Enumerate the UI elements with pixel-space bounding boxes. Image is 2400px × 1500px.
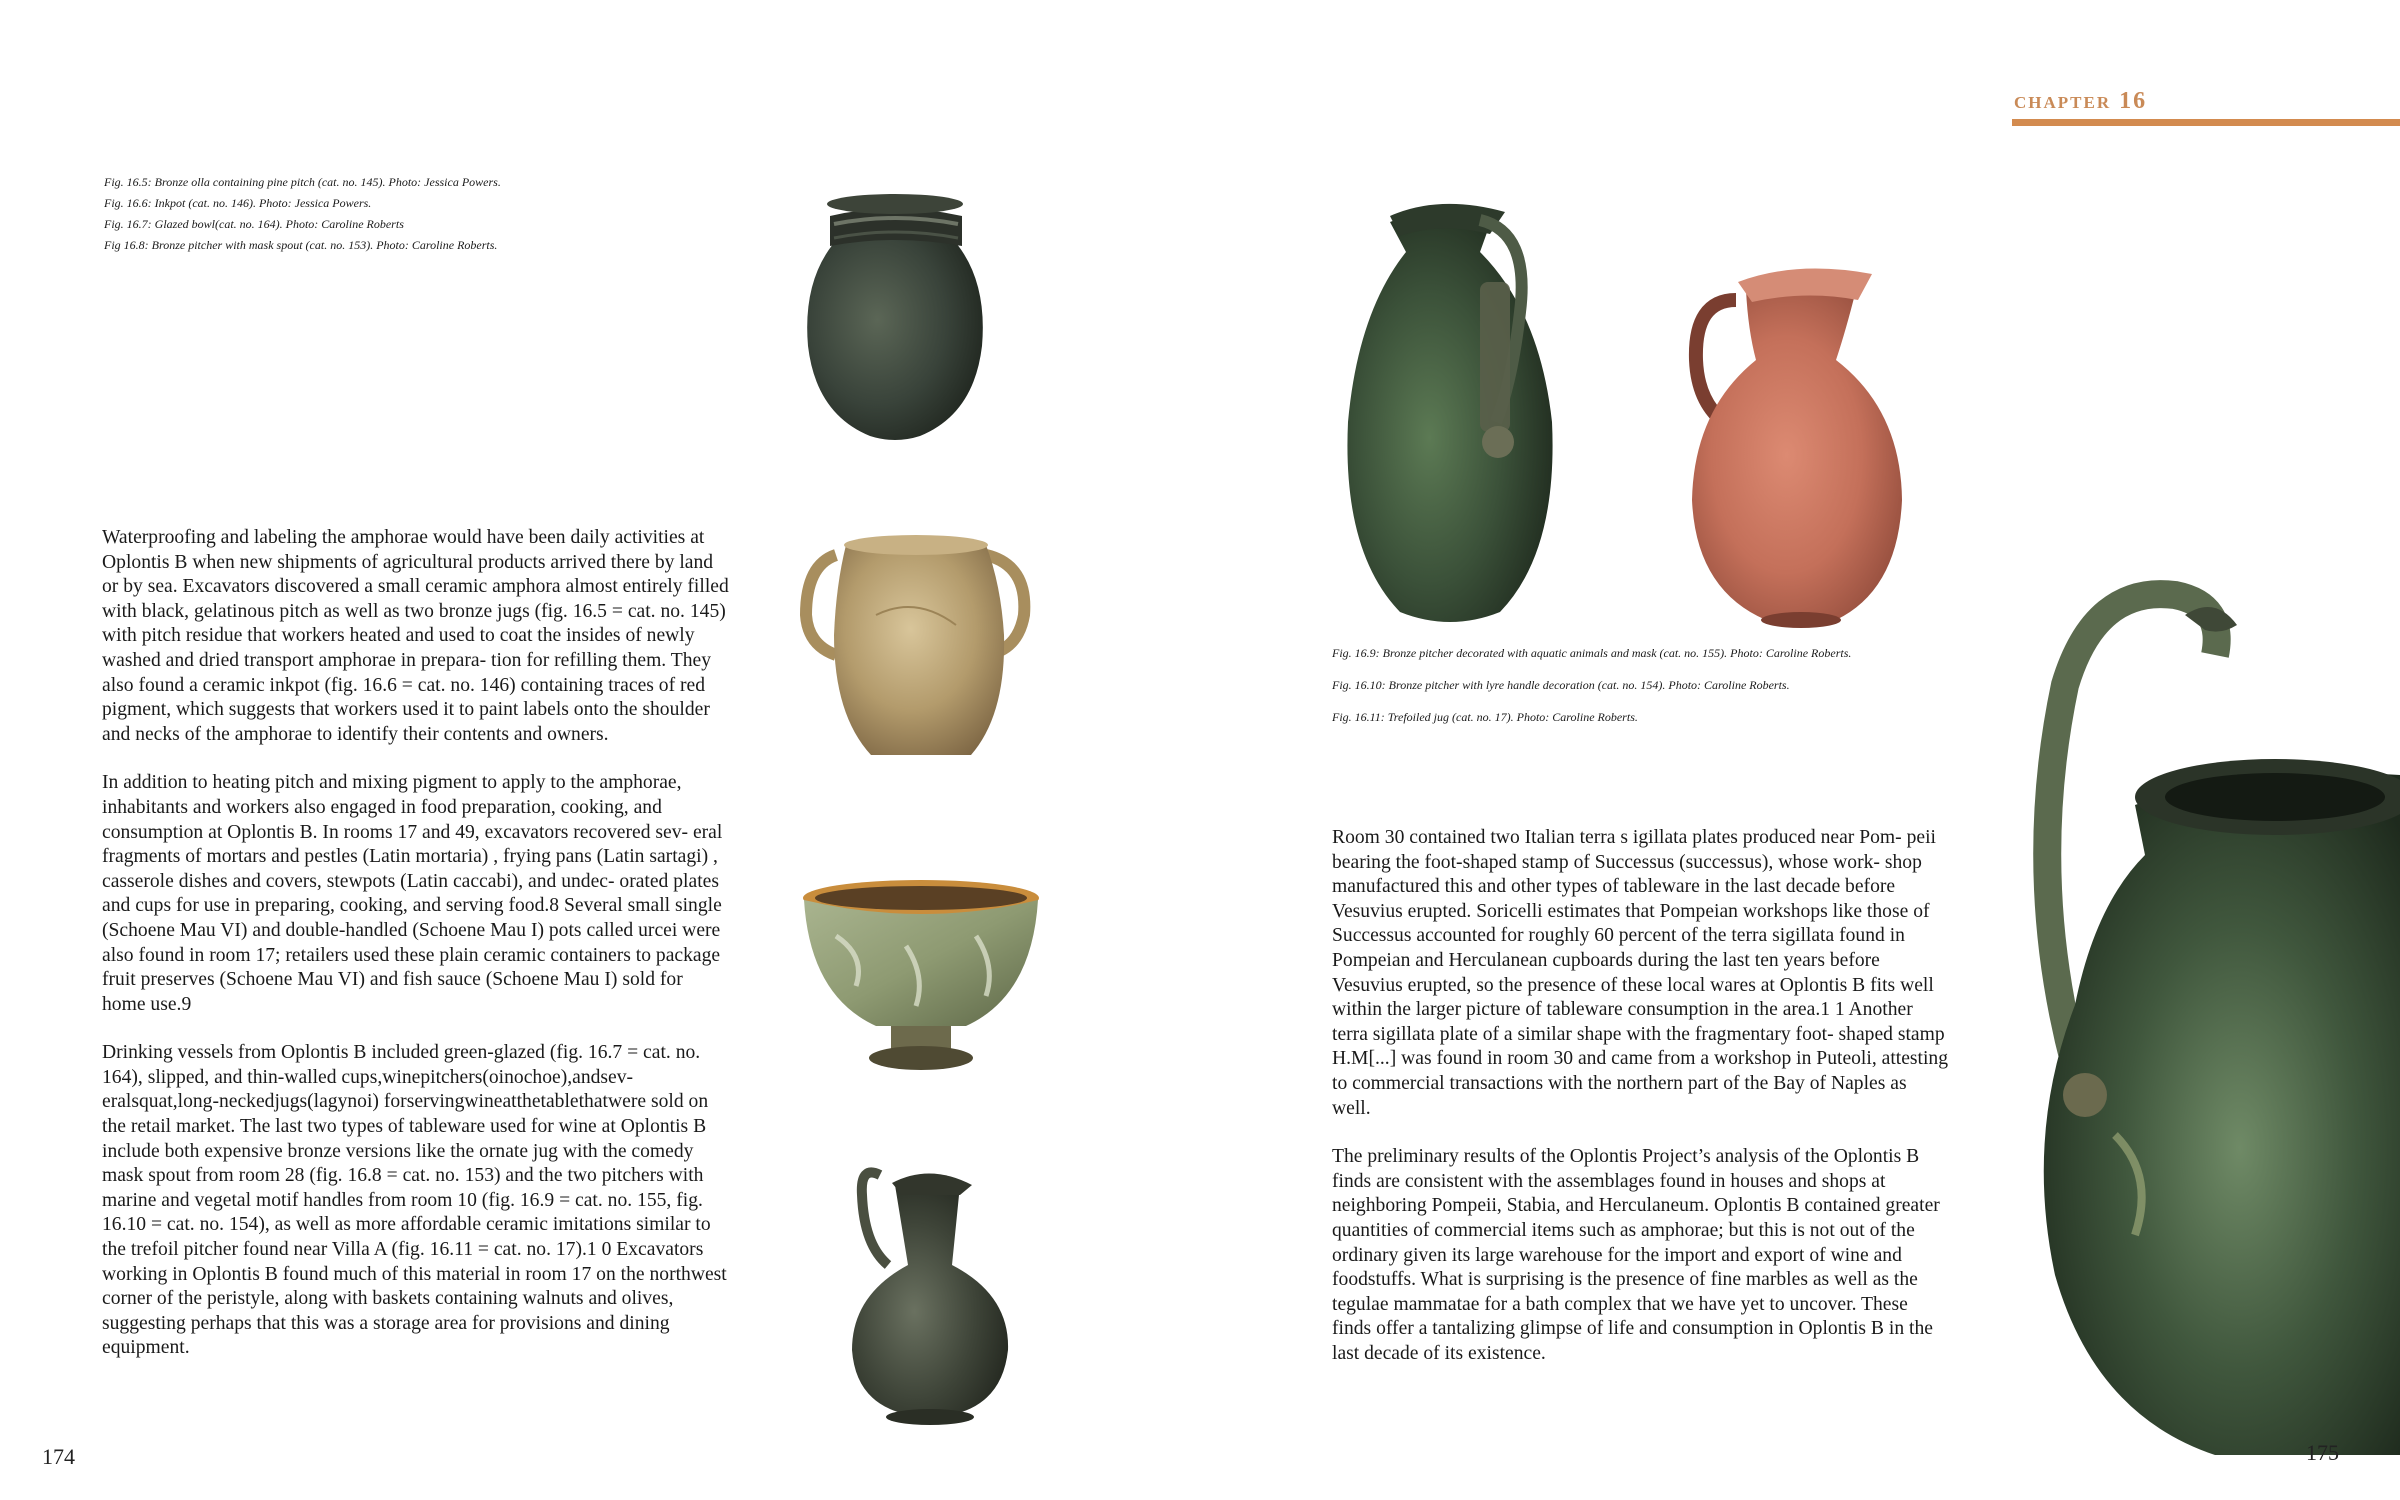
- chapter-rule: [2012, 119, 2400, 126]
- right-caption-block: [1332, 643, 1972, 728]
- page-number-right: 175: [2306, 1440, 2339, 1465]
- left-caption-block: [104, 172, 624, 256]
- left-paragraph-1: Waterproofing and labeling the amphorae would have been daily activities at Oplontis B when new shipments of agricultural products arrived there by land or by sea. Excavators discovered a small ceramic amphora almost entirely filled with black, gelatinous pitch as well as two bronze jugs (fig. 16.5 = cat. no. 145) with pitch residue that workers heated and used to coat the insides of newly washed and dried transport amphorae in prepara- tion for refilling them. They also found a ceramic inkpot (fig. 16.6 = cat. no. 146) containing traces of red pigment, which suggests that workers used it to paint labels onto the shoulder and necks of the amphorae to identify their contents and owners.: [102, 527, 729, 745]
- bronze-pitcher-lyre-image: [1985, 575, 2400, 1465]
- bronze-pitcher-mask-image: [840, 1155, 1020, 1427]
- right-body-text: [1332, 826, 1950, 1390]
- bronze-olla-image: [800, 186, 990, 451]
- terracotta-jug-image: [1676, 260, 1916, 630]
- caption-fig-16-5: Fig. 16.5: Bronze olla containing pine pitch (cat. no. 145). Photo: Jessica Powers.: [104, 175, 501, 189]
- right-paragraph-1: Room 30 contained two Italian terra s igillata plates produced near Pom- peii bearing the foot-shaped stamp of Successus (successus), whose work- shop manufactured this and other types of tableware in the last decade before Vesuvius erupted. Soricelli estimates that Pompeian workshops like those of Successus accounted for roughly 60 percent of the terra sigillata found in Pompeian and Herculanean cupboards during the last ten years before Vesuvius erupted, so the presence of these local wares at Oplontis B fits well within the larger picture of tableware consumption in the area.1 1 Another terra sigillata plate of a similar shape with the fragmentary foot- shaped stamp H.M[...] was found in room 30 and came from a workshop in Puteoli, attesting to commercial transactions with the northern part of the Bay of Naples as well.: [1332, 827, 1949, 1119]
- left-paragraph-3: Drinking vessels from Oplontis B included green-glazed (fig. 16.7 = cat. no. 164), slipped, and thin-walled cups,winepitchers(oinochoe),andsev- eralsquat,long-neckedjugs(lagynoi) forservingwineatthetablethatwere sold on the retail market. The last two types of tableware used for wine at Oplontis B include both expensive bronze versions like the ornate jug with the comedy mask spout from room 28 (fig. 16.8 = cat. no. 153) and the two pitchers with marine and vegetal motif handles from room 10 (fig. 16.9 = cat. no. 155, fig. 16.10 = cat. no. 154), as well as more affordable ceramic imitations similar to the trefoil pitcher found near Villa A (fig. 16.11 = cat. no. 17).1 0 Excavators working in Oplontis B found much of this material in room 17 on the northwest corner of the peristyle, along with baskets containing walnuts and olives, suggesting perhaps that this was a storage area for provisions and dining equipment.: [102, 1042, 727, 1359]
- caption-fig-16-10: Fig. 16.10: Bronze pitcher with lyre handle decoration (cat. no. 154). Photo: Caroline Roberts.: [1332, 678, 1790, 692]
- chapter-heading: chapter 16: [2014, 88, 2148, 114]
- caption-fig-16-11: Fig. 16.11: Trefoiled jug (cat. no. 17). Photo: Caroline Roberts.: [1332, 710, 1638, 724]
- page-number-left: 174: [42, 1444, 75, 1469]
- caption-fig-16-9: Fig. 16.9: Bronze pitcher decorated with aquatic animals and mask (cat. no. 155). Photo: Caroline Roberts.: [1332, 646, 1852, 660]
- caption-fig-16-8: Fig 16.8: Bronze pitcher with mask spout (cat. no. 153). Photo: Caroline Roberts.: [104, 238, 498, 252]
- caption-fig-16-6: Fig. 16.6: Inkpot (cat. no. 146). Photo: Jessica Powers.: [104, 196, 372, 210]
- right-paragraph-2: The preliminary results of the Oplontis Project’s analysis of the Oplontis B finds are consistent with the assemblages found in houses and shops at neighboring Pompeii, Stabia, and Herculaneum. Oplontis B contained greater quantities of commercial items such as amphorae; but this is not out of the ordinary given its large warehouse for the import and export of wine and foodstuffs. What is surprising is the presence of fine marbles as well as the tegulae mammatae for a bath complex that we have yet to uncover. These finds offer a tantalizing glimpse of life and consumption in Oplontis B in the last decade of its existence.: [1332, 1146, 1940, 1364]
- caption-fig-16-7: Fig. 16.7: Glazed bowl(cat. no. 164). Photo: Caroline Roberts: [104, 217, 404, 231]
- ceramic-amphora-image: [796, 525, 1056, 765]
- left-paragraph-2: In addition to heating pitch and mixing pigment to apply to the amphorae, inhabitants and workers also engaged in food preparation, cooking, and consumption at Oplontis B. In rooms 17 and 49, excavators recovered sev- eral fragments of mortars and pestles (Latin mortaria) , frying pans (Latin sartagi) , casserole dishes and covers, stewpots (Latin caccabi), and undec- orated plates and cups for use in preparing, cooking, and serving food.8 Several small single (Schoene Mau VI) and double-handled (Schoene Mau I) pots called urcei were also found in room 17; retailers used these plain ceramic containers to package fruit preserves (Schoene Mau VI) and fish sauce (Schoene Mau I) sold for home use.9: [102, 772, 723, 1015]
- left-body-text: [102, 526, 730, 1385]
- bronze-pitcher-aquatic-image: [1330, 192, 1570, 634]
- glazed-bowl-image: [796, 876, 1046, 1086]
